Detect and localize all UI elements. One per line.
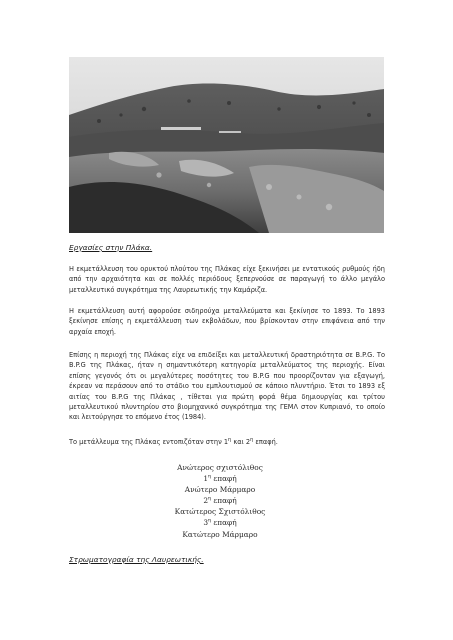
paragraph-1: Η εκμετάλλευση του ορυκτού πλούτου της Πλάκας είχε ξεκινήσει με εντατικούς ρυθμούς ήδη από την αρχαιότητα και σε πολλές περιόδους ξεπερνούσε σε παραγωγή το άλλο μεγάλο μεταλλευτικό συγκρότημα της Λαυρεωτικής την Καμάριζα. xyxy=(69,265,385,294)
stratigraphy-list xyxy=(120,462,320,540)
stratigraphy-item xyxy=(120,529,320,540)
section-heading: Στρωματογραφία της Λαυρεωτικής. xyxy=(69,555,204,564)
landscape-photo xyxy=(69,57,384,233)
stratigraphy-item-sup: η xyxy=(208,495,212,502)
contact-text-pre: Το μετάλλευμα της Πλάκας εντοπιζόταν στην 1 xyxy=(69,438,229,446)
stratigraphy-item xyxy=(120,495,320,506)
stratigraphy-item xyxy=(120,462,320,473)
stratigraphy-item-text: Ανώτερο Μάρμαρο xyxy=(184,485,256,495)
stratigraphy-item-sup: η xyxy=(208,518,212,524)
stratigraphy-item-rest: επαφή xyxy=(211,474,237,484)
stratigraphy-item-text: Κατώτερος Σχιστόλιθος xyxy=(174,507,266,517)
contact-text-mid: και 2 xyxy=(231,438,251,446)
stratigraphy-item-text: 1 xyxy=(203,474,209,484)
contact-sup-2: η xyxy=(250,436,254,443)
stratigraphy-item-text: Κατώτερο Μάρμαρο xyxy=(182,529,258,539)
contact-sup-1: η xyxy=(228,436,232,443)
contact-text-post: επαφή. xyxy=(253,438,278,446)
stratigraphy-item-text: Ανώτερος σχιστόλιθος xyxy=(177,463,263,472)
photo-caption: Εργασίες στην Πλάκα. xyxy=(69,243,153,252)
stratigraphy-item xyxy=(120,517,320,528)
stratigraphy-item-text: 3 xyxy=(203,518,209,528)
paragraph-contact xyxy=(69,437,385,447)
stratigraphy-item-sup: η xyxy=(208,473,212,480)
paragraph-2: Η εκμετάλλευση αυτή αφορούσε σιδηρούχα μεταλλεύματα και ξεκίνησε το 1893. Το 1893 ξεκίνησε επίσης η εκμετάλλευση των εκβολάδων, που βρίσκονταν στην επιφάνεια από την αρχαία εποχή. xyxy=(69,307,385,336)
stratigraphy-item xyxy=(120,506,320,517)
stratigraphy-item xyxy=(120,473,320,484)
stratigraphy-item-rest: επαφή xyxy=(211,496,237,506)
paragraph-3: Επίσης η περιοχή της Πλάκας είχε να επιδείξει και μεταλλευτική δραστηριότητα σε B.P.G. Το B.P.G της Πλάκας, ήταν η σημαντικότερη κατηγορία μεταλλεύματος της περιοχής. Είναι επίσης γεγονός ότι οι μεγαλύτερες ποσότητες του B.P.G που προορίζονταν για εξαγωγή, έκρεαν να περάσουν από το στάδιο του εμπλουτισμού σε κάποιο πλυντήριο. Έτσι το 1893 εξ αιτίας του B.P.G της Πλάκας , τίθεται για πρώτη φορά θέμα δημιουργίας και τρίτου μεταλλευτικού πλυντηρίου στο βιομηχανικό συγκρότημα της ΓΕΜΛ στον Κυπριανό, το οποίο και λειτούργησε το επόμενο έτος (1984). xyxy=(69,351,385,422)
landscape-photo-image xyxy=(69,57,384,233)
stratigraphy-item-text: 2 xyxy=(203,496,209,506)
stratigraphy-item-rest: επαφή xyxy=(211,518,237,528)
stratigraphy-item xyxy=(120,484,320,495)
